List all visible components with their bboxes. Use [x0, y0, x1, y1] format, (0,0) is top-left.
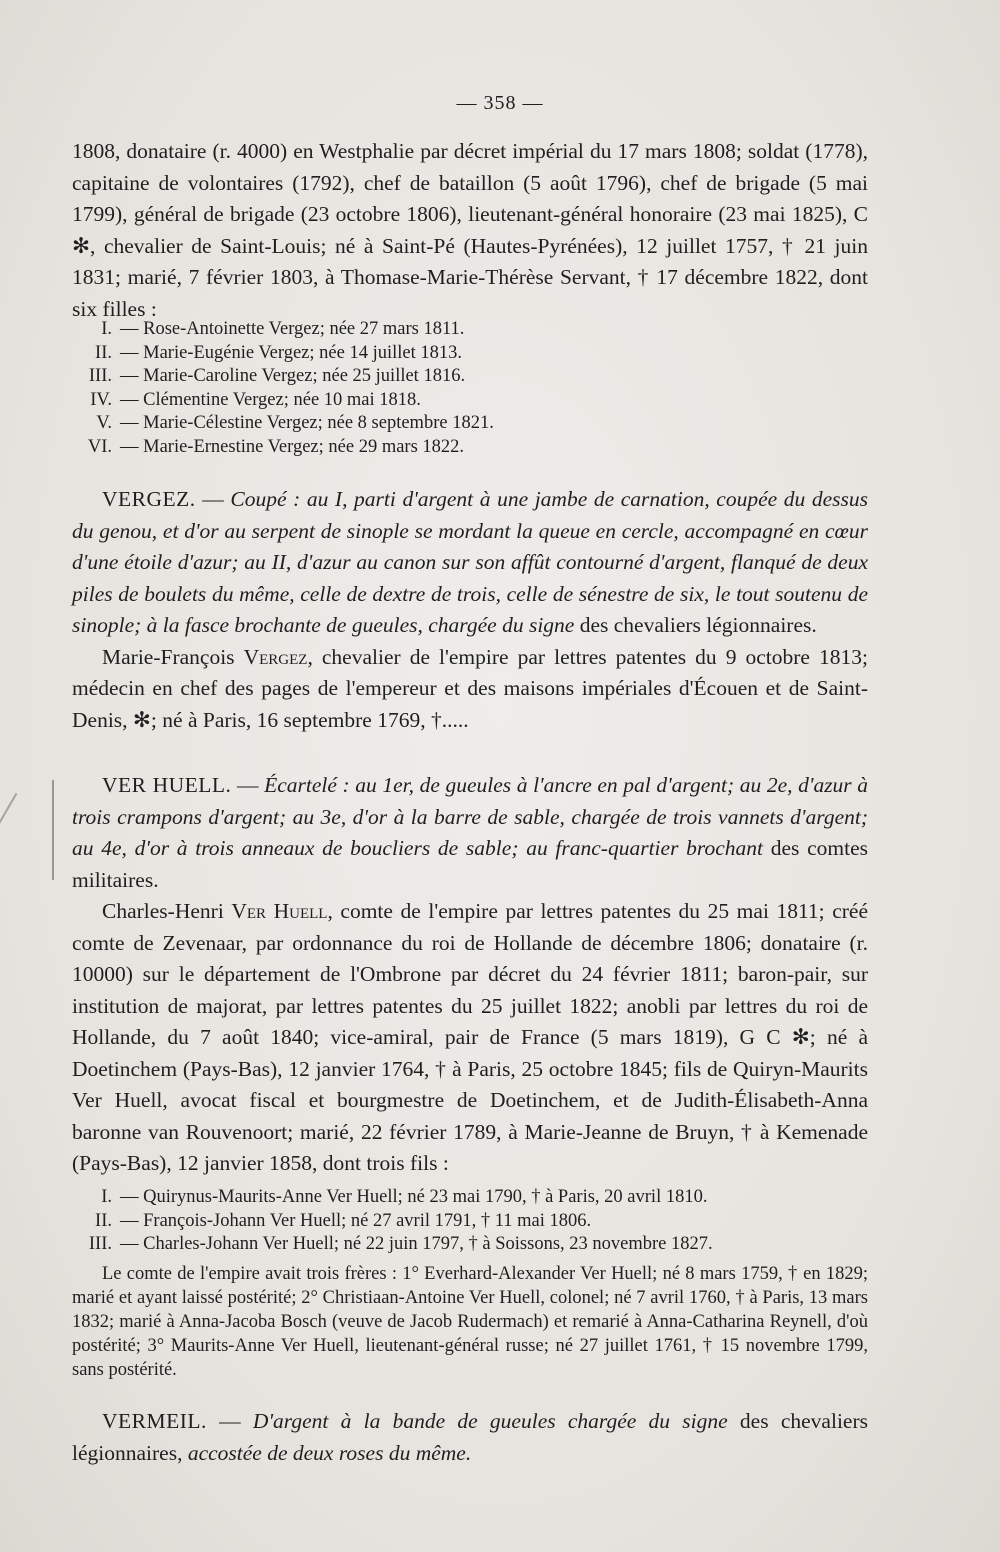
- intro-paragraph: [72, 136, 868, 325]
- list-item: [50, 365, 846, 389]
- list-item: [50, 412, 846, 436]
- list-item-number: III.: [88, 1234, 112, 1254]
- list-item-number: I.: [101, 1187, 112, 1207]
- daughters-list: [50, 318, 846, 459]
- bio-surname: Vergez: [243, 644, 308, 669]
- margin-annotation: [52, 780, 66, 880]
- list-item-number: II.: [95, 1210, 112, 1231]
- blazon-text: Écartelé : au 1er, de gueules à l'ancre en pal d'argent; au 2e, d'azur à trois crampons d'argent; au 3e, d'or à la barre de sable, chargée de trois vannets d'argent; au 4e, d'or à trois anneaux de boucliers de sable; au franc-quartier brochant: [72, 773, 869, 860]
- blazon-text: Coupé : au I, parti d'argent à une jambe de carnation, coupée du dessus du genou, et d'or au serpent de sinople se mordant la queue en cercle, accompagné en cœur d'une étoile d'azur; au II, d'azur au canon sur son affût contourné d'argent, flanqué de deux piles de boulets du même, celle de dextre de trois, celle de sénestre de six, le tout soutenu de sinople; à la fasce brochante de gueules, chargée du: [72, 487, 868, 637]
- sons-list: [50, 1186, 870, 1257]
- vermeil-arms: [72, 1406, 868, 1469]
- verhuell-entry: [72, 770, 868, 1180]
- bio-text: , comte de l'empire par lettres patentes du 25 mai 1811; créé comte de Zevenaar, par ordonnance du roi de Hollande de décembre 1806; donataire (r. 10000) sur le département de l'Ombrone par décret du 24 février 1811; baron-pair, sur institution de majorat, par lettres patentes du 25 juillet 1822; anobli par lettres du roi de Hollande, du 7 août 1840; vice-amiral, pair de France (5 mars 1819), G C ✻; né à Doetinchem (Pays-Bas), 12 janvier 1764, † à Paris, 25 octobre 1845; fils de Quiryn-Maurits Ver Huell, avocat fiscal et bourgmestre de Doetinchem, et de Judith-Élisabeth-Anna baronne van Rouvenoort; marié, 22 février 1789, à Marie-Jeanne de Bruyn, † à Kemenade (Pays-Bas), 12 janvier 1858, dont trois fils :: [72, 899, 868, 1175]
- list-item-text: — Charles-Johann Ver Huell; né 22 juin 1797, † à Soissons, 23 novembre 1827.: [120, 1234, 713, 1254]
- entry-heading: VERMEIL.: [102, 1409, 207, 1433]
- verhuell-note: [72, 1262, 868, 1382]
- verhuell-arms: [72, 770, 868, 896]
- list-item-text: — Quirynus-Maurits-Anne Ver Huell; né 23 mai 1790, † à Paris, 20 avril 1810.: [120, 1187, 708, 1207]
- list-item-number: VI.: [87, 436, 112, 457]
- vergez-arms: [72, 484, 868, 642]
- list-item-text: — Rose-Antoinette Vergez; née 27 mars 1811.: [120, 319, 465, 339]
- list-item: [50, 1186, 870, 1210]
- list-item-number: I.: [101, 319, 112, 339]
- page-number: — 358 —: [456, 92, 544, 114]
- verhuell-bio: [72, 896, 868, 1180]
- blazon-middle: des chevaliers légionnaires,: [72, 1409, 868, 1465]
- vermeil-entry: [72, 1406, 868, 1469]
- list-item-number: IV.: [90, 389, 112, 410]
- blazon-tail: des comtes militaires.: [72, 836, 868, 892]
- list-item-number: II.: [95, 342, 112, 363]
- heading-dash: —: [237, 773, 259, 797]
- list-item-number: V.: [96, 413, 112, 433]
- margin-slash: [0, 793, 17, 837]
- vergez-bio: [72, 642, 868, 737]
- list-item-text: — Marie-Caroline Vergez; née 25 juillet 1816.: [120, 366, 466, 386]
- list-item: [50, 1210, 870, 1234]
- blazon-word: signe: [682, 1409, 728, 1433]
- heading-dash: —: [202, 487, 224, 511]
- list-item: [50, 342, 846, 366]
- list-item: [50, 436, 846, 460]
- note-text: Le comte de l'empire avait trois frères : 1° Everhard-Alexander Ver Huell; né 8 mars 1759, † en 1829; marié et ayant laissé postérité; 2° Christiaan-Antoine Ver Huell, colonel; né 7 avril 1760, † à Paris, 13 mars 1832; marié à Anna-Jacoba Bosch (veuve de Jacob Rudermach) et remarié à Anna-Catharina Reynell, d'où postérité; 3° Maurits-Anne Ver Huell, lieutenant-général russe; né 27 juillet 1761, † 15 novembre 1799, sans postérité.: [72, 1264, 868, 1380]
- entry-heading: VER HUELL.: [102, 773, 232, 797]
- bio-surname: Ver Huell: [231, 899, 328, 923]
- blazon-end: accostée de deux roses du même.: [187, 1440, 472, 1465]
- blazon-word: signe: [528, 613, 575, 637]
- bio-first-names: Charles-Henri: [102, 899, 232, 923]
- list-item: [50, 1233, 870, 1257]
- list-item-text: — Marie-Ernestine Vergez; née 29 mars 1822.: [120, 436, 465, 457]
- intro-text: 1808, donataire (r. 4000) en Westphalie par décret impérial du 17 mars 1808; soldat (1778), capitaine de volontaires (1792), chef de bataillon (5 août 1796), chef de brigade (5 mai 1799), général de brigade (23 octobre 1806), lieutenant-général honoraire (23 mai 1825), C ✻, chevalier de Saint-Louis; né à Saint-Pé (Hautes-Pyrénées), 12 juillet 1757, † 21 juin 1831; marié, 7 février 1803, à Thomase-Marie-Thérèse Servant, † 17 décembre 1822, dont six filles :: [72, 139, 868, 321]
- list-item-text: — Clémentine Vergez; née 10 mai 1818.: [120, 389, 421, 410]
- heading-dash: —: [219, 1409, 241, 1433]
- list-item-text: — Marie-Célestine Vergez; née 8 septembre 1821.: [120, 413, 494, 433]
- vergez-entry: [72, 484, 868, 736]
- list-item-text: — François-Johann Ver Huell; né 27 avril 1791, † 11 mai 1806.: [120, 1210, 592, 1231]
- list-item: [50, 389, 846, 413]
- list-item-text: — Marie-Eugénie Vergez; née 14 juillet 1813.: [120, 342, 462, 363]
- list-item-number: III.: [88, 366, 112, 386]
- bio-first-names: Marie-François: [102, 644, 244, 669]
- entry-heading: VERGEZ.: [102, 487, 196, 511]
- blazon-tail: des chevaliers légionnaires.: [574, 613, 817, 637]
- bio-text: , chevalier de l'empire par lettres patentes du 9 octobre 1813; médecin en chef des pages de l'empereur et des maisons impériales d'Écouen et de Saint-Denis, ✻; né à Paris, 16 septembre 1769, †.....: [72, 644, 868, 732]
- list-item: [50, 318, 846, 342]
- blazon-text: D'argent à la bande de gueules chargée du: [252, 1409, 671, 1433]
